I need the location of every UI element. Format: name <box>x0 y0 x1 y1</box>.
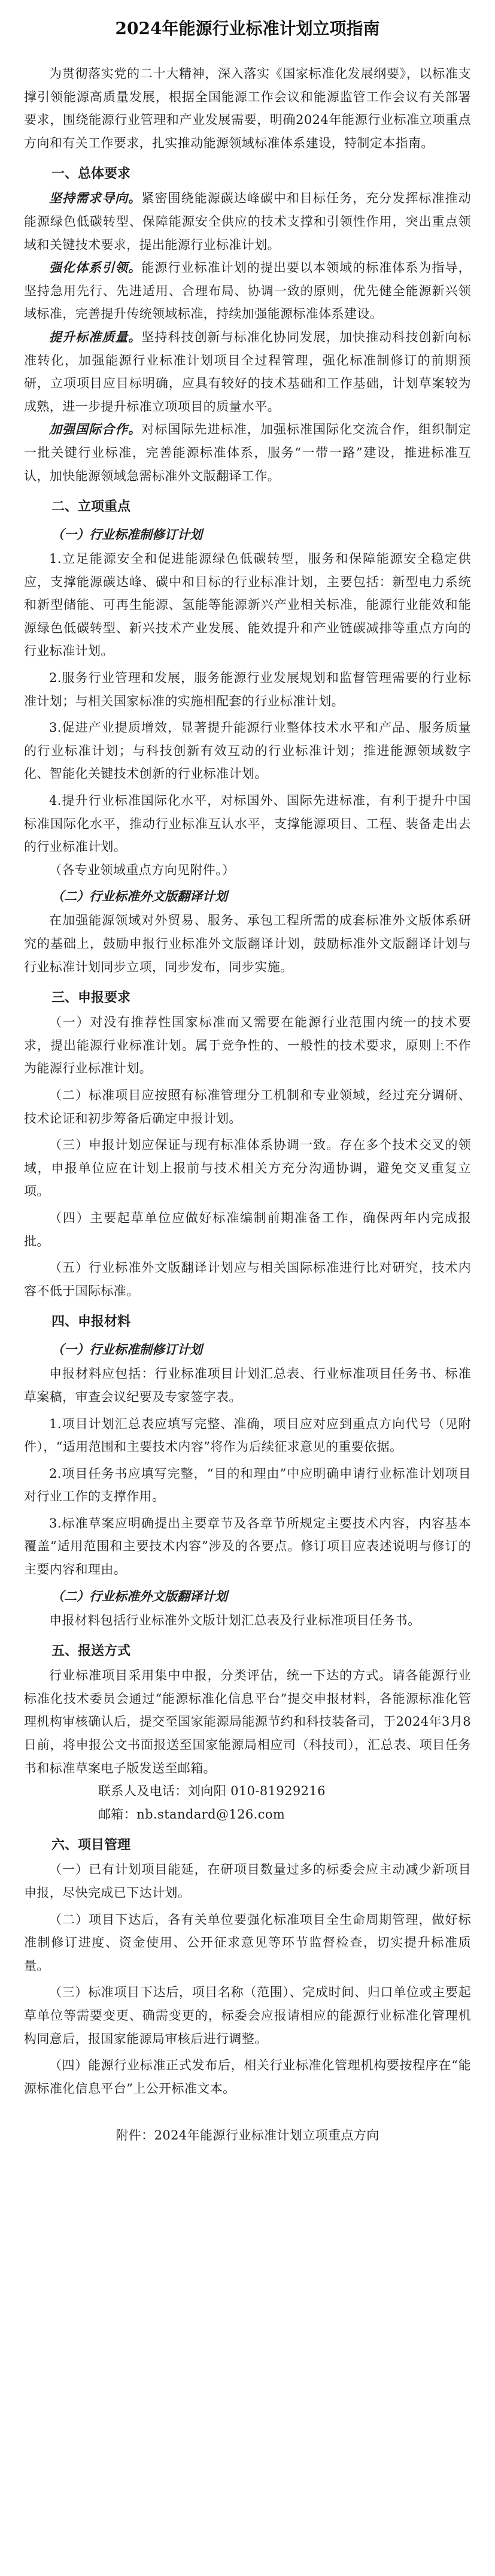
body-paragraph: 在加强能源领域对外贸易、服务、承包工程所需的成套标准外文版体系研究的基础上，鼓励申报行业标准外文版翻译计划，鼓励标准外文版翻译计划与行业标准计划同步立项，同步发布，同步实施。 <box>24 913 471 974</box>
principle-text: 对标国际先进标准，加强标准国际化交流合作，组织制定一批关键行业标准，完善能源标准体系，服务“一带一路”建设，推进标准互认，加快能源领域急需标准外文版翻译工作。 <box>24 422 471 483</box>
principle-lead: 坚持需求导向。 <box>49 190 142 206</box>
body-paragraph: （各专业领域重点方向见附件。） <box>49 862 235 877</box>
section-heading-requirements: 三、申报要求 <box>51 990 131 1006</box>
body-paragraph: （一）已有计划项目能延，在研项目数量过多的标委会应主动减少新项目申报，尽快完成已下达计划。 <box>24 1862 471 1900</box>
section-heading-submission: 五、报送方式 <box>51 1643 131 1659</box>
attachment-line[interactable]: 附件：2024年能源行业标准计划立项重点方向 <box>116 2128 379 2143</box>
principle-paragraph <box>24 256 471 326</box>
body-paragraph: 行业标准项目采用集中申报，分类评估，统一下达的方式。请各能源行业标准化技术委员会通过“能源标准化信息平台”提交申报材料，各能源标准化管理机构审核确认后，提交至国家能源局能源节约和科技装备司，于2024年3月8日前，将申报公文书面报送至国家能源局相应司（科技司），汇总表、项目任务书和标准草案电子版发送至邮箱。 <box>24 1668 471 1775</box>
principle-lead: 加强国际合作。 <box>49 422 142 437</box>
principle-paragraph <box>24 418 471 487</box>
subsection-heading: （一）行业标准制修订计划 <box>51 527 202 543</box>
intro-paragraph: 为贯彻落实党的二十大精神，深入落实《国家标准化发展纲要》，以标准支撑引领能源高质量发展，根据全国能源工作会议和能源监管工作会议有关部署要求，围绕能源行业管理和产业发展需要，明确2024年能源行业标准立项重点方向和有关工作要求，扎实推动能源领域标准体系建设，特制定本指南。 <box>24 66 471 150</box>
subsection-heading: （一）行业标准制修订计划 <box>51 1342 202 1357</box>
body-paragraph: 2.项目任务书应填写完整，“目的和理由”中应明确申请行业标准计划项目对行业工作的支撑作用。 <box>24 1466 471 1504</box>
body-paragraph: （四）主要起草单位应做好标准编制前期准备工作，确保两年内完成报批。 <box>24 1210 471 1248</box>
section-heading-priorities: 二、立项重点 <box>51 499 131 515</box>
body-paragraph: 3.促进产业提质增效，显著提升能源行业整体技术水平和产品、服务质量的行业标准计划；与科技创新有效互动的行业标准计划；推进能源领域数字化、智能化关键技术创新的行业标准计划。 <box>24 720 471 781</box>
body-paragraph: （一）对没有推荐性国家标准而又需要在能源行业范围内统一的技术要求，提出能源行业标准计划。属于竞争性的、一般性的技术要求，原则上不作为能源行业标准计划。 <box>24 1015 471 1076</box>
principle-paragraph <box>24 187 471 256</box>
body-paragraph: （四）能源行业标准正式发布后，相关行业标准化管理机构要按程序在“能源标准化信息平台”上公开标准文本。 <box>24 2058 471 2096</box>
body-paragraph: （二）项目下达后，各有关单位要强化标准项目全生命周期管理，做好标准制修订进度、资金使用、公开征求意见等环节监督检查，切实提升标准质量。 <box>24 1912 471 1973</box>
principle-text: 坚持科技创新与标准化协同发展，加快推动科技创新向标准转化，加强能源行业标准计划项目全过程管理，强化标准制修订的前期预研，立项项目应目标明确，应具有较好的技术基础和工作基础，计划草案较为成熟，进一步提升标准立项项目的质量水平。 <box>24 329 471 414</box>
body-paragraph: （二）标准项目应按照有标准管理分工机制和专业领域，经过充分调研、技术论证和初步筹备后确定申报计划。 <box>24 1087 471 1126</box>
principle-paragraph <box>24 326 471 418</box>
body-paragraph: （三）申报计划应保证与现有标准体系协调一致。存在多个技术交叉的领域，申报单位应在计划上报前与技术相关方充分沟通协调，避免交叉重复立项。 <box>24 1138 471 1199</box>
section-heading-general: 一、总体要求 <box>51 166 131 182</box>
body-paragraph: 1.立足能源安全和促进能源绿色低碳转型，服务和保障能源安全稳定供应，支撑能源碳达峰、碳中和目标的行业标准计划，主要包括：新型电力系统和新型储能、可再生能源、氢能等能源新兴产业相关标准，能源行业能效和能源绿色低碳转型、新兴技术产业发展、能效提升和产业链碳减排等重点方向的行业标准计划。 <box>24 551 471 659</box>
subsection-heading: （二）行业标准外文版翻译计划 <box>51 1588 227 1604</box>
principle-text: 能源行业标准计划的提出要以本领域的标准体系为指导，坚持急用先行、先进适用、合理布局、协调一致的原则，优先健全能源新兴领域标准，完善提升传统领域标准，持续加强能源标准体系建设。 <box>24 260 471 322</box>
body-paragraph: 1.项目计划汇总表应填写完整、准确，项目应对应到重点方向代号（见附件），“适用范围和主要技术内容”将作为后续征求意见的重要依据。 <box>24 1416 471 1454</box>
body-paragraph: 4.提升行业标准国际化水平，对标国外、国际先进标准，有利于提升中国标准国际化水平，推动行业标准互认水平，支撑能源项目、工程、装备走出去的行业标准计划。 <box>24 793 471 854</box>
section-heading-management: 六、项目管理 <box>51 1837 131 1853</box>
body-paragraph: 申报材料包括行业标准外文版计划汇总表及行业标准项目任务书。 <box>49 1613 421 1628</box>
subsection-heading: （二）行业标准外文版翻译计划 <box>51 889 227 904</box>
section-heading-materials: 四、申报材料 <box>51 1314 131 1330</box>
body-paragraph: （五）行业标准外文版翻译计划应与相关国际标准进行比对研究，技术内容不低于国际标准。 <box>24 1260 471 1298</box>
principle-lead: 强化体系引领。 <box>49 260 142 275</box>
body-paragraph: 3.标准草案应明确提出主要章节及各章节所规定主要技术内容，内容基本覆盖“适用范围和主要技术内容”涉及的各要点。修订项目应表述说明与修订的主要内容和理由。 <box>24 1516 471 1577</box>
email-line[interactable]: 邮箱：nb.standard@126.com <box>98 1807 286 1822</box>
body-paragraph: （三）标准项目下达后，项目名称（范围）、完成时间、归口单位或主要起草单位等需要变更、确需变更的，标委会应报请相应的能源行业标准化管理机构同意后，报国家能源局审核后进行调整。 <box>24 1985 471 2046</box>
contact-line: 联系人及电话：刘向阳 010-81929216 <box>98 1784 326 1799</box>
principle-lead: 提升标准质量。 <box>49 329 142 344</box>
document-title: 2024年能源行业标准计划立项指南 <box>115 19 380 38</box>
body-paragraph: 申报材料应包括：行业标准项目计划汇总表、行业标准项目任务书、标准草案稿，审查会议纪要及专家签字表。 <box>24 1366 471 1404</box>
body-paragraph: 2.服务行业管理和发展，服务能源行业发展规划和监督管理需要的行业标准计划；与相关国家标准的实施相配套的行业标准计划。 <box>24 671 471 708</box>
principle-text: 紧密围绕能源碳达峰碳中和目标任务，充分发挥标准推动能源绿色低碳转型、保障能源安全供应的技术支撑和引领性作用，突出重点领域和关键技术要求，提出能源行业标准计划。 <box>24 191 471 252</box>
